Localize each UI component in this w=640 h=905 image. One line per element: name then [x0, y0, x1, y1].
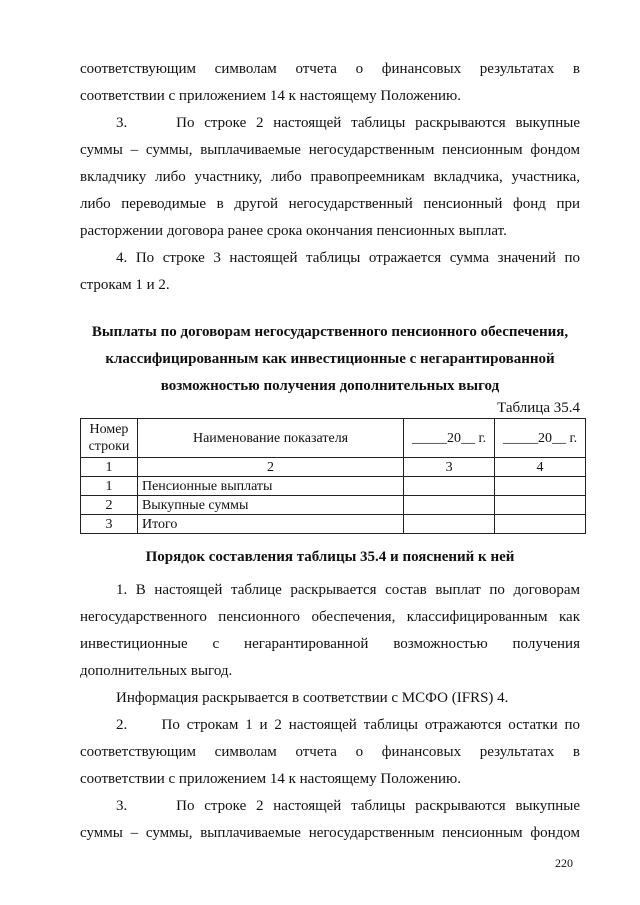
paragraph-line: соответствии с приложением 14 к настоящему Положению.: [80, 771, 461, 787]
page-number: 220: [555, 856, 573, 870]
paragraph-line: соответствии с приложением 14 к настоящему Положению.: [80, 88, 461, 104]
column-number: 3: [404, 458, 495, 477]
section-title: Выплаты по договорам негосударственного пенсионного обеспечения,: [91, 324, 569, 340]
column-number: 2: [137, 458, 403, 477]
paragraph-line: 3. По строке 2 настоящей таблицы раскрываются выкупные: [116, 798, 580, 814]
paragraph-line: строкам 1 и 2.: [80, 277, 170, 293]
header-row-number: Номер строки: [81, 419, 138, 458]
paragraph-line: 2. По строкам 1 и 2 настоящей таблицы отражаются остатки по: [116, 717, 580, 733]
row-name: Итого: [137, 515, 403, 534]
data-table: [80, 418, 586, 534]
row-value: [495, 477, 586, 496]
table-row: [81, 496, 586, 515]
table-numbering-row: [81, 458, 586, 477]
table-row: [81, 477, 586, 496]
row-value: [404, 477, 495, 496]
paragraph-line: соответствующим символам отчета о финансовых результатах в: [80, 744, 580, 760]
paragraph-line: либо переводимые в другой негосударственный пенсионный фонд при: [80, 196, 580, 212]
paragraph-line: Информация раскрывается в соответствии с МСФО (IFRS) 4.: [116, 690, 509, 706]
row-value: [495, 515, 586, 534]
paragraph-line: инвестиционные с негарантированной возможностью получения: [80, 636, 580, 652]
paragraph-line: вкладчику либо участнику, либо правопреемникам вкладчика, участника,: [80, 169, 580, 185]
paragraph-line: соответствующим символам отчета о финансовых результатах в: [80, 61, 580, 77]
row-name: Пенсионные выплаты: [137, 477, 403, 496]
section-title: возможностью получения дополнительных выгод: [160, 378, 500, 394]
procedure-title: Порядок составления таблицы 35.4 и пояснений к ней: [145, 549, 515, 565]
paragraph-line: дополнительных выгод.: [80, 663, 233, 679]
section-title: классифицированным как инвестиционные с негарантированной: [105, 351, 555, 367]
row-number: 1: [81, 477, 138, 496]
row-number: 3: [81, 515, 138, 534]
header-year-1: _____20__ г.: [404, 419, 495, 458]
column-number: 4: [495, 458, 586, 477]
row-value: [495, 496, 586, 515]
row-value: [404, 515, 495, 534]
column-number: 1: [81, 458, 138, 477]
paragraph-line: негосударственного пенсионного обеспечения, классифицированным как: [80, 609, 580, 625]
table-row: [81, 515, 586, 534]
table-header-row: [81, 419, 586, 458]
paragraph-line: 4. По строке 3 настоящей таблицы отражается сумма значений по: [116, 250, 580, 266]
row-name: Выкупные суммы: [137, 496, 403, 515]
row-value: [404, 496, 495, 515]
paragraph-line: 1. В настоящей таблице раскрывается состав выплат по договорам: [116, 582, 580, 598]
row-number: 2: [81, 496, 138, 515]
table-label: Таблица 35.4: [497, 400, 580, 416]
paragraph-line: суммы – суммы, выплачиваемые негосударственным пенсионным фондом: [80, 142, 580, 158]
paragraph-line: расторжении договора ранее срока окончания пенсионных выплат.: [80, 223, 507, 239]
paragraph-line: 3. По строке 2 настоящей таблицы раскрываются выкупные: [116, 115, 580, 131]
header-year-2: _____20__ г.: [495, 419, 586, 458]
header-indicator-name: Наименование показателя: [137, 419, 403, 458]
paragraph-line: суммы – суммы, выплачиваемые негосударственным пенсионным фондом: [80, 825, 580, 841]
